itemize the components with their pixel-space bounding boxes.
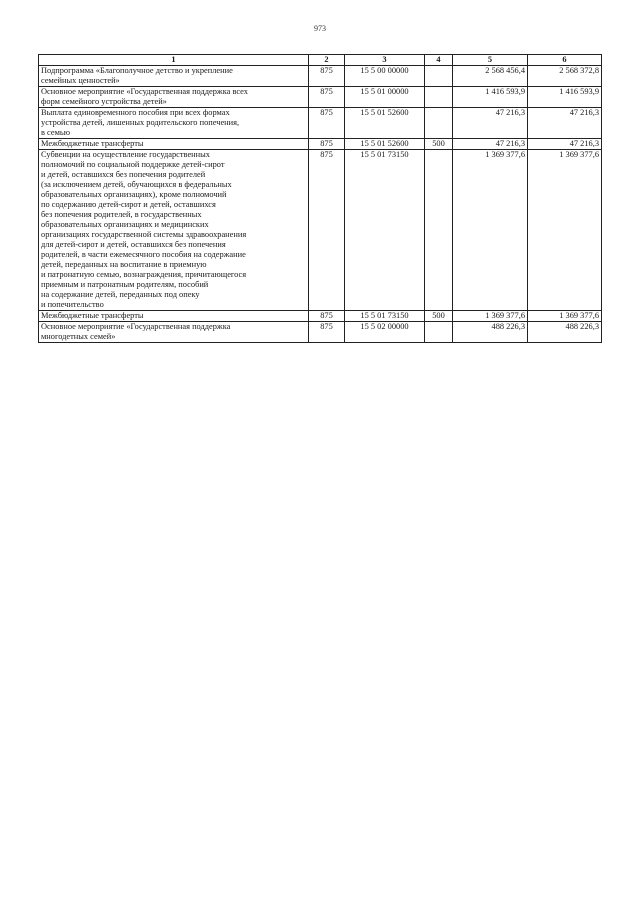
row-admin-code: 875 [309,311,345,322]
row-target-code: 15 5 01 52600 [345,108,425,139]
row-name: Межбюджетные трансферты [39,311,309,322]
row-target-code: 15 5 02 00000 [345,322,425,343]
row-amount-1: 47 216,3 [453,139,528,150]
header-col-6: 6 [528,55,602,66]
row-amount-1: 47 216,3 [453,108,528,139]
header-col-4: 4 [425,55,453,66]
header-col-1: 1 [39,55,309,66]
header-row [39,55,602,66]
row-expense-type: 500 [425,311,453,322]
row-admin-code: 875 [309,150,345,311]
row-target-code: 15 5 01 73150 [345,150,425,311]
page-number: 973 [314,24,326,33]
row-admin-code: 875 [309,108,345,139]
row-admin-code: 875 [309,87,345,108]
row-expense-type [425,322,453,343]
row-admin-code: 875 [309,322,345,343]
row-admin-code: 875 [309,139,345,150]
row-name: Основное мероприятие «Государственная поддержка всех форм семейного устройства детей» [39,87,309,108]
row-expense-type: 500 [425,139,453,150]
row-amount-1: 2 568 456,4 [453,66,528,87]
row-amount-2: 1 416 593,9 [528,87,602,108]
row-amount-2: 1 369 377,6 [528,150,602,311]
row-expense-type [425,66,453,87]
row-amount-1: 1 369 377,6 [453,150,528,311]
table-row [39,139,602,150]
header-col-2: 2 [309,55,345,66]
row-target-code: 15 5 01 00000 [345,87,425,108]
row-expense-type [425,87,453,108]
header-col-3: 3 [345,55,425,66]
header-col-5: 5 [453,55,528,66]
table-row [39,66,602,87]
row-amount-1: 1 369 377,6 [453,311,528,322]
table-row [39,108,602,139]
row-target-code: 15 5 01 73150 [345,311,425,322]
budget-table [38,54,602,343]
row-expense-type [425,150,453,311]
row-name: Основное мероприятие «Государственная поддержка многодетных семей» [39,322,309,343]
row-target-code: 15 5 01 52600 [345,139,425,150]
row-amount-1: 488 226,3 [453,322,528,343]
row-amount-2: 488 226,3 [528,322,602,343]
table-row [39,87,602,108]
table-row [39,322,602,343]
row-admin-code: 875 [309,66,345,87]
table-row [39,311,602,322]
row-amount-2: 47 216,3 [528,139,602,150]
row-name: Подпрограмма «Благополучное детство и укрепление семейных ценностей» [39,66,309,87]
table-row [39,150,602,311]
row-expense-type [425,108,453,139]
row-target-code: 15 5 00 00000 [345,66,425,87]
row-amount-2: 1 369 377,6 [528,311,602,322]
row-name: Выплата единовременного пособия при всех формах устройства детей, лишенных родительского попечения, в семью [39,108,309,139]
row-name: Межбюджетные трансферты [39,139,309,150]
row-amount-1: 1 416 593,9 [453,87,528,108]
row-amount-2: 47 216,3 [528,108,602,139]
row-amount-2: 2 568 372,8 [528,66,602,87]
row-name: Субвенции на осуществление государственных полномочий по социальной поддержке детей-сирот и детей, оставшихся без попечения родителей (за исключением детей, обучающихся в федеральных образовательных организациях), кроме полномочий по содержанию детей-сирот и детей, оставшихся без попечения родителей, в государственных образовательных организациях и медицинских организациях государственной системы здравоохранения для детей-сирот и детей, оставшихся без попечения родителей, в части ежемесячного пособия на содержание детей, переданных на воспитание в приемную и патронатную семью, вознаграждения, причитающегося приемным и патронатным родителям, пособий на содержание детей, переданных под опеку и попечительство [39,150,309,311]
